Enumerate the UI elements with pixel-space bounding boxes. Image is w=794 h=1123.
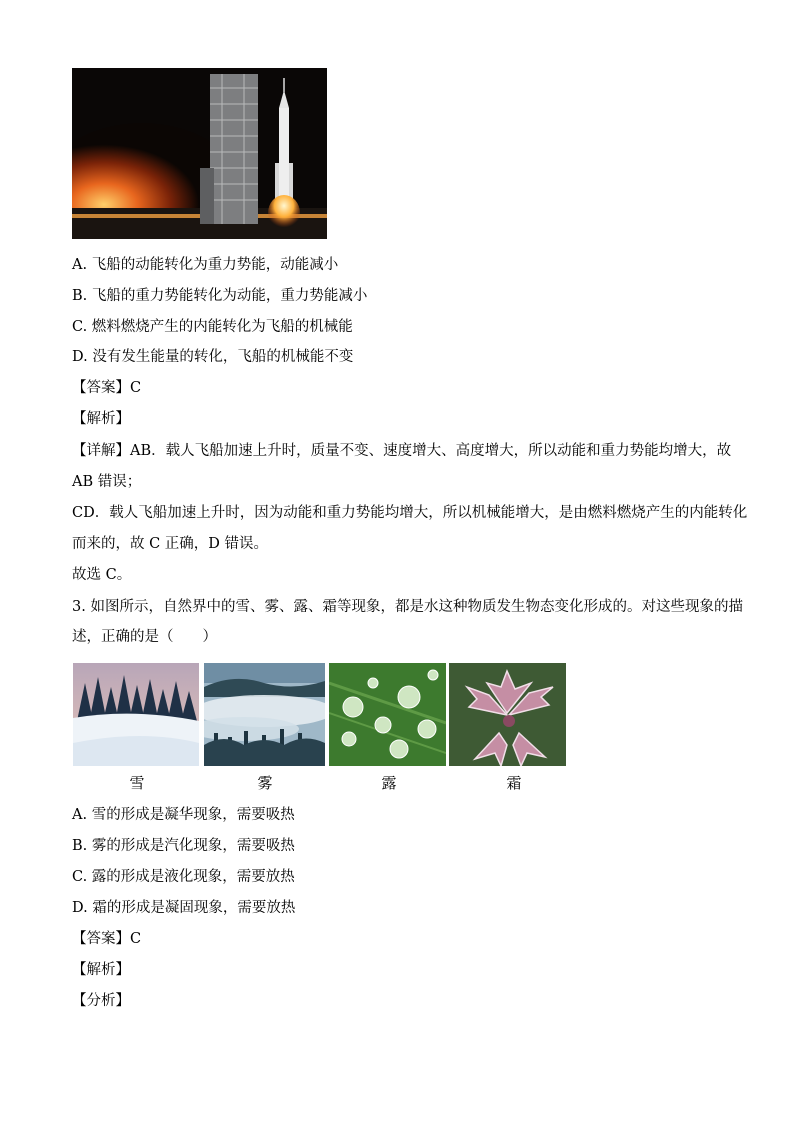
- q2-option-d: D. 没有发生能量的转化，飞船的机械能不变: [72, 349, 354, 365]
- caption-fog: 雾: [257, 774, 273, 792]
- q3-answer: 【答案】C: [72, 931, 142, 947]
- q2-conclusion: 故选 C。: [72, 567, 132, 583]
- caption-snow: 雪: [129, 774, 145, 792]
- q2-option-c: C. 燃料燃烧产生的内能转化为飞船的机械能: [72, 319, 353, 335]
- q2-answer: 【答案】C: [72, 380, 142, 396]
- q3-fenxi-label: 【分析】: [72, 993, 130, 1009]
- q2-option-a: A. 飞船的动能转化为重力势能，动能减小: [72, 257, 339, 273]
- q3-analysis-label: 【解析】: [72, 962, 130, 978]
- q2-detail-line-2: AB 错误；: [72, 474, 142, 490]
- q2-detail-line-1: 【详解】AB．载人飞船加速上升时，质量不变、速度增大、高度增大，所以动能和重力势能均增大，故: [72, 443, 732, 459]
- q3-option-c: C. 露的形成是液化现象，需要放热: [72, 869, 295, 885]
- dew-photo: [329, 663, 446, 766]
- snow-photo: [73, 663, 199, 766]
- q3-stem-line-1: 3. 如图所示，自然界中的雪、雾、露、霜等现象，都是水这种物质发生物态变化形成的。对这些现象的描: [72, 599, 743, 615]
- q3-option-a: A. 雪的形成是凝华现象，需要吸热: [72, 807, 295, 823]
- q3-stem-line-2: 述，正确的是（ ）: [72, 629, 217, 645]
- q2-analysis-label: 【解析】: [72, 411, 130, 427]
- q3-option-b: B. 雾的形成是汽化现象，需要吸热: [72, 838, 295, 854]
- caption-dew: 露: [381, 774, 397, 792]
- rocket-launch-photo: [72, 68, 327, 239]
- q2-option-b: B. 飞船的重力势能转化为动能，重力势能减小: [72, 288, 368, 304]
- fog-photo: [204, 663, 325, 766]
- frost-photo: [449, 663, 566, 766]
- q2-detail-line-4: 而来的，故 C 正确，D 错误。: [72, 536, 269, 552]
- caption-frost: 霜: [506, 774, 522, 792]
- q3-option-d: D. 霜的形成是凝固现象，需要放热: [72, 900, 296, 916]
- q2-detail-line-3: CD．载人飞船加速上升时，因为动能和重力势能均增大，所以机械能增大，是由燃料燃烧产生的内能转化: [72, 505, 748, 521]
